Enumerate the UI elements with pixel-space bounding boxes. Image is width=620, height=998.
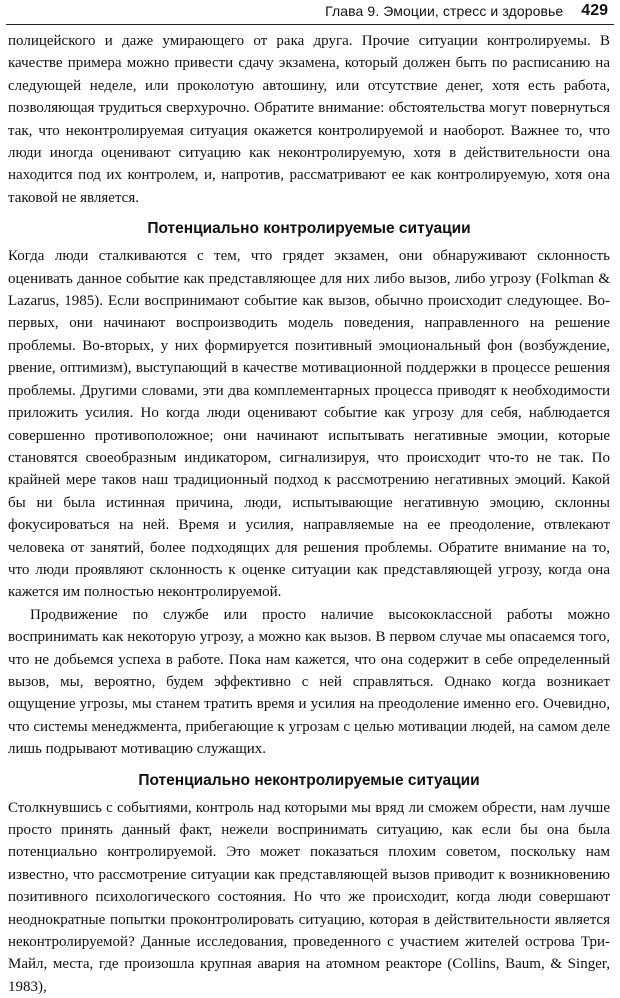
paragraph-promotion: Продвижение по службе или просто наличие высококлассной работы можно воспринимать как некоторую угрозу, а можно как вызов. В первом случае мы опасаемся того, что не добьемся успеха в работе. Пока нам кажется, что она содержит в себе определенный вызов, мы, вероятно, будем эффективно с ней справляться. Однако когда возникает ощущение угрозы, мы станем тратить время и усилия на преодоление именно его. Очевидно, что системы менеджмента, прибегающие к угрозам с целью мотивации людей, на самом деле лишь подрывают мотивацию служащих.	[8, 606, 610, 758]
paragraph-continuation: полицейского и даже умирающего от рака друга. Прочие ситуации контролируемы. В качестве примера можно привести сдачу экзамена, который должен быть по расписанию на следующей неделе, или проколотую автошину, или отсутствие денег, хотя есть работа, позволяющая трудиться сверхурочно. Обратите внимание: обстоятельства могут повернуться так, что неконтролируемая ситуация окажется контролируемой и наоборот. Важнее то, что люди иногда оценивают ситуацию как неконтролируемую, хотя в действительности она находится под их контролем, и, напротив, рассматривают ее как контролируемую, хотя она таковой не является.	[8, 33, 610, 206]
paragraph-controllable-intro: Когда люди сталкиваются с тем, что грядет экзамен, они обнаруживают склонность оценивать данное событие как представляющее для них либо вызов, либо угрозу (Folkman & Lazarus, 1985). Если воспринимают событие как вызов, обычно происходит следующее. Во-первых, они начинают воспроизводить модель поведения, направленного на решение проблемы. Во-вторых, у них формируется позитивный эмоциональный фон (возбуждение, рвение, оптимизм), выступающий в качестве мотивационной поддержки в процессе решения проблемы. Другими словами, эти два комплементарных процесса приводят к необходимости приложить усилия. Но когда люди оценивают событие как угрозу для себя, наблюдается совершенно противоположное; они начинают испытывать негативные эмоции, которые становятся своеобразным индикатором, сигнализируя, что происходит что-то не так. По крайней мере таков наш традиционный подход к рассмотрению негативных эмоций. Какой бы ни была истинная причина, люди, испытывающие негативную эмоцию, склонны фокусироваться на ней. Время и усилия, направляемые на ее преодоление, отвлекают человека от занятий, более подходящих для решения проблемы. Обратите внимание на то, что люди проявляют склонность к оценке ситуации как представляющей угрозу, когда она кажется им полностью неконтролируемой.	[8, 248, 610, 601]
page-body	[8, 30, 610, 998]
section-heading-controllable: Потенциально контролируемые ситуации	[147, 220, 471, 238]
paragraph-uncontrollable-intro: Столкнувшись с событиями, контроль над которыми мы вряд ли сможем обрести, нам лучше просто принять данный факт, нежели воспринимать ситуацию, как если бы она была потенциально контролируемой. Это может показаться плохим советом, поскольку нам известно, что рассмотрение ситуации как представляющей вызов приводит к возникновению позитивного психологического состояния. Но что же происходит, когда люди совершают неоднократные попытки проконтролировать ситуацию, которая в действительности является неконтролируемой? Данные исследования, проведенного с участием жителей острова Три-Майл, места, где произошла крупная авария на атомном реакторе (Collins, Baum, & Singer, 1983),	[8, 799, 610, 995]
header-rule	[6, 24, 614, 25]
section-heading-uncontrollable: Потенциально неконтролируемые ситуации	[138, 771, 480, 789]
page-number: 429	[581, 2, 608, 19]
running-header	[0, 0, 608, 22]
chapter-title: Глава 9. Эмоции, стресс и здоровье	[325, 3, 564, 19]
